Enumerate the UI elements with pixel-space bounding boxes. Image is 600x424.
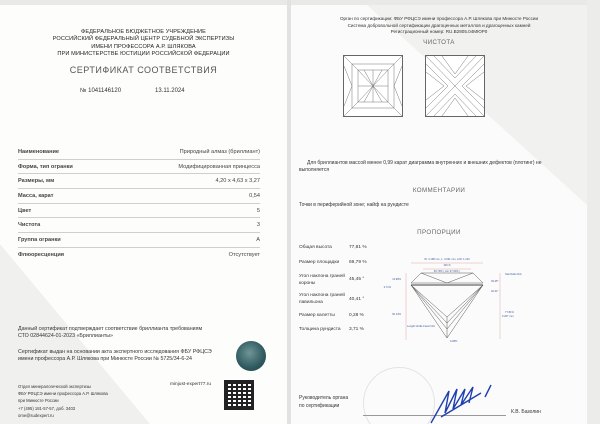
culet-label: 0.28% (450, 340, 458, 343)
table-row (18, 233, 260, 248)
contact-block (18, 383, 108, 419)
svg-text:60.13% (392, 312, 401, 316)
certificate-right-page (291, 5, 587, 424)
svg-text:W: 4.198 mm, L: 4.631 mm, L/W: (424, 257, 470, 261)
svg-text:69.79% ( min 67.93% ) (434, 269, 461, 273)
certification-body-header (291, 16, 587, 36)
header-line: Система добровольной сертификации драгоценных металлов и драгоценных камней (347, 22, 531, 28)
svg-text:13.98% (392, 277, 401, 281)
proportion-label: Общая высота (299, 245, 332, 250)
website-link[interactable]: minjust-expert77.ru (170, 382, 212, 387)
qr-code-icon[interactable] (224, 380, 254, 410)
list-item (299, 327, 379, 334)
total-depth-label: 77.81% (505, 311, 514, 314)
contact-phone: +7 (495) 181-57-57, доб. 3403 (18, 405, 76, 411)
property-value: 4,20 x 4,63 x 3,27 (215, 178, 260, 185)
pavilion-facet-diagram-icon (425, 55, 485, 117)
lgf-label: Length Girdle Facet N/A (407, 325, 435, 328)
svg-text:77.81% (505, 310, 514, 314)
svg-text:0.28% (450, 339, 458, 343)
property-label: Размеры, мм (18, 178, 55, 185)
property-label: Цвет (18, 207, 32, 214)
property-label: Флюоресценция (18, 252, 65, 259)
hologram-seal-icon (236, 341, 266, 371)
property-value: Модифицированная принцесса (178, 163, 260, 170)
proportion-value: 0,28 % (349, 312, 364, 318)
total-depth-mm-label: 3.267 mm (502, 315, 514, 318)
svg-text:Star Ratio N/A (505, 272, 522, 276)
contact-line: при Минюсте России (18, 398, 59, 404)
certificate-number: № 1041146120 (80, 88, 122, 94)
header-line: Регистрационный номер: RU.B2805.04МЮР0 (390, 29, 488, 35)
proportions-list (299, 245, 379, 334)
proportion-value: 40,41 ° (349, 296, 365, 302)
table-row (18, 160, 260, 175)
property-value: 0,54 (249, 192, 260, 199)
property-label: Группа огранки (18, 236, 61, 243)
star-ratio-label: Star Ratio N/A (505, 273, 522, 276)
property-label: Форма, тип огранки (18, 163, 73, 170)
signatory-line: по сертификации (299, 402, 340, 409)
header-line: ФЕДЕРАЛЬНОЕ БЮДЖЕТНОЕ УЧРЕЖДЕНИЕ (80, 29, 206, 35)
list-item (299, 293, 379, 306)
contact-email[interactable]: ome@sudexpert.ru (18, 412, 54, 418)
property-value: Природный алмаз (бриллиант) (179, 148, 260, 155)
certificate-title: СЕРТИФИКАТ СООТВЕТСТВИЯ (69, 65, 218, 75)
proportion-label: Размер калетты (299, 312, 335, 318)
table-row (18, 204, 260, 219)
list-item (299, 313, 379, 320)
signatory-name: К.В. Базолин (511, 409, 541, 415)
svg-text:Length Girdle Facet N/A (407, 324, 435, 328)
property-label: Чистота (18, 222, 41, 229)
page-edge (587, 0, 600, 424)
comments-title: КОММЕНТАРИИ (412, 187, 466, 194)
text-line: СТО 02844624-01-2023 «Бриллианты» (18, 333, 113, 340)
girdle-label: 3.71% (383, 286, 391, 289)
list-item (299, 245, 379, 252)
text-line: имени профессора А.Р. Шлякова при Минюсте России № 5725/34-6-24 (18, 356, 192, 363)
proportion-label: Толщина рундиста (299, 327, 341, 333)
crown-angle-label: 45.45° (491, 280, 499, 283)
conformity-statement (18, 326, 202, 341)
proportion-value: 45,45 ° (349, 277, 365, 283)
property-value: 5 (256, 207, 260, 214)
contact-line: Отдел минералогической экспертизы (18, 384, 91, 389)
crown-facet-diagram-icon (343, 55, 403, 117)
table-row (18, 145, 260, 160)
certificate-left-page (0, 5, 287, 424)
properties-table (18, 145, 260, 263)
svg-text:40.41° (491, 289, 499, 293)
proportion-value: 69,79 % (349, 259, 367, 265)
property-value: Отсутствует (228, 252, 260, 259)
property-label: Масса, карат (18, 192, 54, 199)
table-row (18, 189, 260, 204)
header-line: ПРИ МИНИСТЕРСТВЕ ЮСТИЦИИ РОССИЙСКОЙ ФЕДЕРАЦИИ (57, 51, 230, 58)
contact-line: ФБУ РФЦСЭ имени профессора А.Р. Шлякова (18, 391, 108, 397)
property-value: A (256, 236, 260, 243)
basis-statement (18, 349, 212, 364)
table-row (18, 218, 260, 233)
property-label: Наименование (18, 148, 60, 155)
header-line: РОССИЙСКИЙ ФЕДЕРАЛЬНЫЙ ЦЕНТР СУДЕБНОЙ ЭКСПЕРТИЗЫ (52, 36, 235, 43)
list-item (299, 260, 379, 267)
header-line: Орган по сертификации: ФБУ РФЦСЭ имени профессора А.Р. Шлякова при Минюсте России (339, 16, 539, 21)
pavilion-angle-label: 40.41° (491, 290, 499, 293)
plotting-note: Для бриллиантов массой менее 0,99 карат диаграмма внутренних и внешних дефектов (плотинг) не выполняется (299, 160, 542, 173)
signatory-label (299, 395, 348, 410)
svg-text:3.267 mm (502, 314, 514, 318)
svg-text:100 % (443, 263, 451, 267)
proportion-value: 3,71 % (349, 327, 364, 333)
table-row (18, 248, 260, 263)
proportions-title: ПРОПОРЦИИ (417, 229, 461, 236)
proportions-profile-diagram (383, 255, 522, 355)
pavilion-depth-label: 60.13% (392, 313, 401, 316)
proportion-label: Размер площадки (299, 259, 340, 265)
comment-text: Точки в периферийной зоне; найф на рундисте (299, 202, 409, 208)
property-value: 3 (256, 222, 260, 229)
svg-text:45.45° (491, 279, 499, 283)
header-line: ИМЕНИ ПРОФЕССОРА А.Р. ШЛЯКОВА (91, 43, 196, 50)
certificate-date: 13.11.2024 (155, 88, 185, 94)
signatory-line: Руководитель органа (299, 395, 349, 401)
table-row (18, 174, 260, 189)
proportion-value: 77,81 % (349, 245, 367, 250)
list-item (299, 274, 379, 287)
proportion-label: Угол наклона граней короны (299, 274, 345, 286)
signature-icon (421, 383, 501, 424)
crown-height-label: 13.98% (392, 278, 401, 281)
text-line: Данный сертификат подтверждает соответствие бриллианта требованиям (18, 326, 203, 332)
width-label: 100 % (443, 264, 451, 267)
text-line: Сертификат выдан на основании акта экспертного исследования ФБУ РФЦСЭ (18, 349, 212, 355)
proportion-label: Угол наклона граней павильона (299, 293, 345, 305)
clarity-title: ЧИСТОТА (423, 39, 455, 46)
svg-text:3.71% (384, 285, 392, 289)
dims-label: W: 4.198 mm, L: 4.631 mm, L/W: 1.103 (424, 258, 470, 261)
table-label: 69.79% ( min 67.93% ) (433, 270, 461, 273)
institution-header (0, 29, 287, 59)
